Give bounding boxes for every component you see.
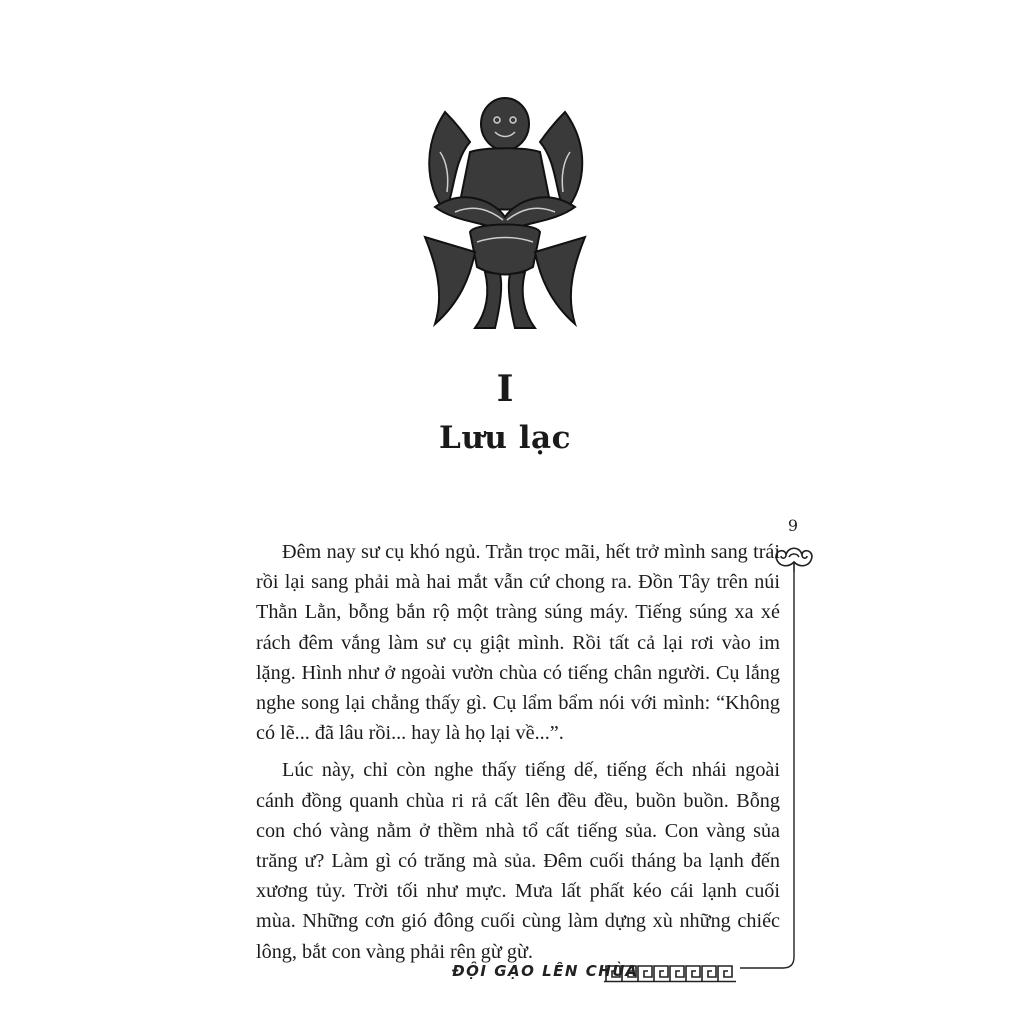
chapter-title: Lưu lạc [439, 420, 571, 456]
carved-wooden-deity-ornament-icon [415, 92, 595, 332]
body-text [256, 537, 780, 974]
running-footer-book-title: ĐỘI GẠO LÊN CHÙA [452, 962, 639, 980]
page-number: 9 [787, 516, 799, 535]
paragraph-2: Lúc này, chỉ còn nghe thấy tiếng dế, tiếng ếch nhái ngoài cánh đồng quanh chùa ri rả cất lên đều đều, buồn buồn. Bỗng con chó vàng nằm ở thềm nhà tổ cất tiếng sủa. Con vàng sủa trăng ư? Làm gì có trăng mà sủa. Đêm cuối tháng ba lạnh đến xương tủy. Trời tối như mực. Mưa lất phất kéo cái lạnh cuối mùa. Những cơn gió đông cuối cùng làm dựng xù những chiếc lông, bắt con vàng phải rên gừ gừ. [256, 759, 780, 963]
paragraph-1: Đêm nay sư cụ khó ngủ. Trằn trọc mãi, hết trở mình sang trái rồi lại sang phải mà hai mắt vẫn cứ chong ra. Đồn Tây trên núi Thằn Lằn, bỗng bắn rộ một tràng súng máy. Tiếng súng xa xé rách đêm vắng làm sư cụ giật mình. Rồi tất cả lại rơi vào im lặng. Hình như ở ngoài vườn chùa có tiếng chân người. Cụ lắng nghe song lại chẳng thấy gì. Cụ lẩm bẩm nói với mình: “Không có lẽ... đã lâu rồi... hay là họ lại về...”. [256, 541, 780, 745]
chapter-number: I [496, 368, 514, 410]
greek-key-border-icon [604, 963, 738, 983]
